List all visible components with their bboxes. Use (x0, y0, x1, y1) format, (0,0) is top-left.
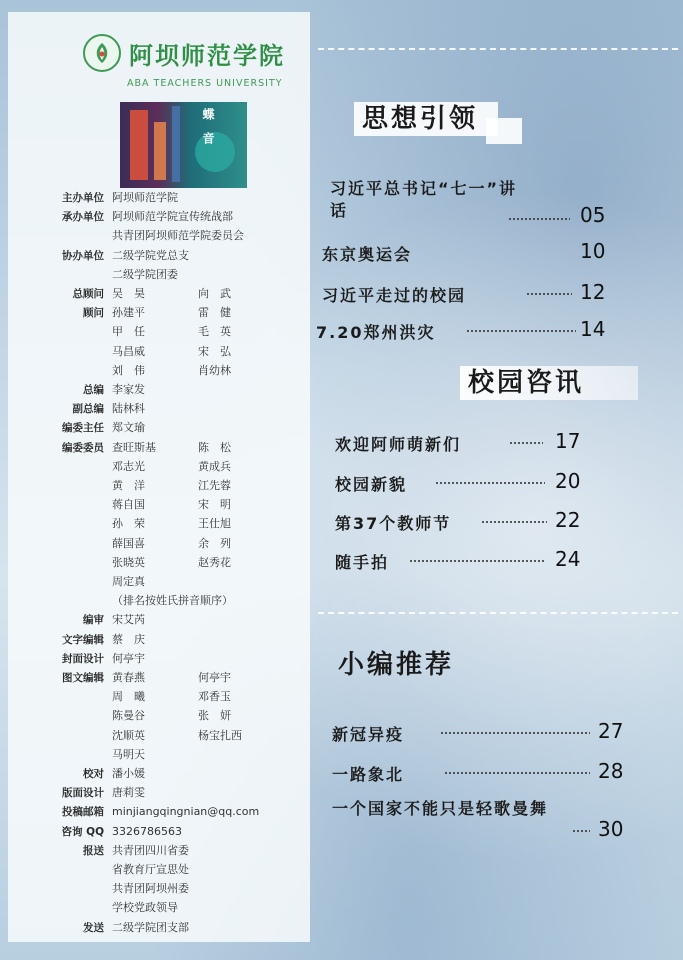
credit-value: （排名按姓氏拼音顺序） (112, 594, 233, 608)
credit-row (8, 380, 310, 400)
credit-row (8, 438, 310, 458)
divider-dashed (318, 48, 678, 50)
credit-row (8, 898, 310, 918)
divider-dashed (318, 612, 678, 614)
logo-chinese-name: 阿坝师范学院 (129, 41, 285, 70)
toc-item-title: 随手拍 (335, 553, 390, 572)
credit-value: 李家发 (112, 383, 145, 396)
credit-value: 王仕旭 (198, 517, 231, 531)
credit-row (8, 610, 310, 630)
section-heading-editor-picks: 小编推荐 (338, 650, 455, 680)
toc-leader-dots (440, 732, 590, 734)
credit-value: 二级学院团委 (112, 267, 178, 281)
credit-row (8, 591, 310, 611)
toc-item-page: 05 (580, 203, 606, 227)
credit-row (8, 879, 310, 899)
toc-item[interactable] (330, 178, 610, 228)
credit-value: 周定真 (112, 575, 145, 588)
credit-role: 编委主任 (62, 422, 104, 435)
credit-value: 蔡 庆 (112, 632, 145, 646)
section-heading-campus: 校园咨讯 (460, 366, 638, 400)
credit-row (8, 687, 310, 707)
credit-value: minjiangqingnian@qq.com (112, 805, 260, 819)
credit-row (8, 783, 310, 803)
credit-value: 共青团阿坝州委 (112, 882, 189, 896)
toc-item[interactable] (335, 547, 585, 574)
credit-role: 图文编辑 (62, 672, 104, 684)
credit-row (8, 918, 310, 938)
credit-role: 总编 (83, 384, 104, 396)
credit-value: 马明天 (112, 747, 145, 761)
toc-leader-dots (526, 293, 572, 295)
credit-value: 阿坝师范学院 (112, 191, 178, 204)
toc-leader-dots (435, 482, 545, 484)
toc-item[interactable] (335, 429, 585, 456)
credit-value: 学校党政领导 (112, 901, 178, 915)
credit-value: 查旺斯基 (112, 440, 156, 454)
credit-row (8, 188, 310, 208)
credit-row (8, 726, 310, 746)
toc-item-page: 30 (598, 817, 624, 841)
toc-leader-dots (508, 218, 570, 220)
toc-item-title: 7.20郑州洪灾 (316, 323, 436, 342)
credit-row (8, 860, 310, 880)
toc-item-title: 一路象北 (332, 765, 405, 784)
credit-value: 陈 松 (198, 440, 231, 454)
credit-value: 雷 健 (198, 306, 231, 320)
credit-value: 赵秀花 (198, 555, 231, 569)
toc-item-page: 17 (555, 429, 581, 453)
credit-value: 郑文瑜 (112, 421, 145, 435)
credit-value: 宋艾芮 (112, 613, 145, 627)
credit-value: 张晓英 (112, 555, 145, 569)
credit-row (8, 764, 310, 784)
toc-leader-dots (481, 521, 547, 523)
credit-value: 陈曼谷 (112, 709, 145, 723)
toc-item[interactable] (335, 508, 585, 535)
credit-value: 孙建平 (112, 306, 145, 320)
credit-row (8, 476, 310, 496)
credit-role: 投稿邮箱 (62, 806, 104, 819)
credit-row (8, 572, 310, 592)
credit-row (8, 303, 310, 323)
credit-role: 编委委员 (62, 441, 104, 454)
toc-item-title: 新冠异疫 (332, 725, 405, 744)
credit-role: 报送 (83, 844, 104, 857)
toc-item-page: 14 (580, 317, 606, 341)
credit-value: 刘 伟 (112, 363, 145, 377)
credit-row (8, 418, 310, 438)
credit-row (8, 207, 310, 227)
credit-value: 蒋自国 (112, 498, 145, 512)
toc-item-page: 20 (555, 469, 581, 493)
credit-row (8, 534, 310, 554)
toc-item[interactable] (322, 239, 612, 266)
credit-value: 省教育厅宣思处 (112, 863, 189, 876)
credit-row (8, 706, 310, 726)
credit-row (8, 246, 310, 266)
toc-item-title: 习近平走过的校园 (322, 286, 467, 305)
toc-item[interactable] (332, 719, 632, 746)
credit-row (8, 342, 310, 362)
credit-row (8, 668, 310, 688)
credit-row (8, 495, 310, 515)
credit-value: 邓香玉 (198, 690, 231, 704)
credit-role: 发送 (83, 921, 104, 934)
toc-item-page: 10 (580, 239, 606, 263)
credit-row (8, 841, 310, 861)
credit-value: 二级学院党总支 (112, 248, 189, 262)
credit-row (8, 226, 310, 246)
credits-panel (8, 12, 310, 942)
toc-leader-dots (409, 560, 545, 562)
credit-row (8, 745, 310, 765)
toc-item-page: 24 (555, 547, 581, 571)
toc-item[interactable] (332, 798, 632, 844)
university-logo (83, 34, 293, 94)
credit-role: 咨询 QQ (61, 825, 104, 838)
credit-value: 黄春燕 (112, 671, 145, 684)
credit-value: 甲 任 (112, 325, 145, 339)
cover-thumbnail-title: 蝶 音 (201, 108, 215, 149)
credit-row (8, 630, 310, 650)
credit-value: 黄成兵 (198, 459, 231, 473)
credit-value: 共青团四川省委 (112, 843, 189, 857)
toc-leader-dots (509, 442, 543, 444)
credit-role: 顾问 (83, 307, 104, 320)
credit-value: 唐莉雯 (112, 786, 145, 800)
credit-value: 余 列 (198, 536, 231, 550)
toc-item[interactable] (335, 469, 585, 496)
toc-item-title: 欢迎阿师萌新们 (335, 435, 462, 454)
toc-leader-dots (572, 830, 590, 832)
credit-value: 张 妍 (198, 709, 231, 723)
toc-item-page: 22 (555, 508, 581, 532)
toc-item-title: 第37个教师节 (335, 514, 452, 533)
credit-row (8, 284, 310, 304)
credit-row (8, 514, 310, 534)
credit-value: 陆林科 (112, 402, 145, 416)
credit-value: 邓志光 (112, 459, 145, 473)
credit-role: 承办单位 (62, 211, 104, 224)
toc-item[interactable] (316, 317, 612, 344)
toc-item-title: 校园新貌 (335, 475, 408, 494)
credit-value: 吴 昊 (112, 287, 145, 300)
credit-value: 沈顺英 (112, 728, 145, 742)
credit-role: 校对 (83, 768, 104, 780)
credit-value: 宋 弘 (198, 344, 231, 358)
toc-item[interactable] (332, 759, 632, 786)
credit-row (8, 649, 310, 669)
credit-value: 潘小媛 (112, 767, 145, 780)
toc-item-page: 28 (598, 759, 624, 783)
credit-row (8, 457, 310, 477)
credit-value: 3326786563 (112, 824, 182, 838)
credit-role: 封面设计 (62, 652, 104, 665)
credit-role: 协办单位 (62, 249, 104, 262)
credit-value: 毛 英 (198, 325, 231, 339)
credit-role: 副总编 (72, 403, 104, 416)
credit-value: 周 曦 (112, 690, 145, 704)
toc-leader-dots (444, 772, 590, 774)
toc-item-page: 27 (598, 719, 624, 743)
credit-value: 何亭宇 (112, 651, 145, 665)
credit-value: 孙 荣 (112, 517, 145, 531)
toc-leader-dots (466, 330, 576, 332)
credit-value: 杨宝扎西 (198, 728, 242, 742)
toc-item-page: 12 (580, 280, 606, 304)
credit-value: 江先蓉 (198, 479, 231, 492)
credit-role: 总顾问 (72, 288, 104, 300)
credit-row (8, 553, 310, 573)
toc-item-title: 东京奥运会 (322, 245, 413, 264)
credit-row (8, 399, 310, 419)
logo-english-name: ABA TEACHERS UNIVERSITY (127, 78, 283, 89)
credit-value: 共青团阿坝师范学院委员会 (112, 229, 244, 243)
credit-role: 文字编辑 (62, 633, 104, 646)
credit-value: 何亭宇 (198, 671, 231, 684)
credit-row (8, 361, 310, 381)
credit-row (8, 322, 310, 342)
section-heading-thought: 思想引领 (354, 102, 498, 136)
cover-thumbnail (120, 102, 247, 188)
credit-value: 肖幼林 (198, 363, 231, 377)
credit-value: 马昌威 (112, 344, 145, 358)
credit-value: 宋 明 (198, 498, 231, 512)
toc-item[interactable] (322, 280, 612, 307)
credit-value: 薛国喜 (112, 536, 145, 550)
section-heading-tab (486, 118, 522, 144)
credit-value: 二级学院团支部 (112, 920, 189, 934)
toc-item-title: 一个国家不能只是轻歌曼舞 (332, 799, 549, 818)
credit-value: 向 武 (198, 287, 231, 300)
credit-role: 主办单位 (62, 192, 104, 204)
credit-row (8, 802, 310, 822)
credit-role: 编审 (83, 614, 104, 627)
credit-row (8, 265, 310, 285)
credit-value: 阿坝师范学院宣传统战部 (112, 210, 233, 224)
credit-role: 版面设计 (62, 787, 104, 800)
toc-item-title: 习近平总书记“七一”讲话 (330, 179, 518, 220)
credit-row (8, 822, 310, 842)
credit-value: 黄 洋 (112, 479, 145, 492)
university-emblem-icon (83, 34, 121, 72)
